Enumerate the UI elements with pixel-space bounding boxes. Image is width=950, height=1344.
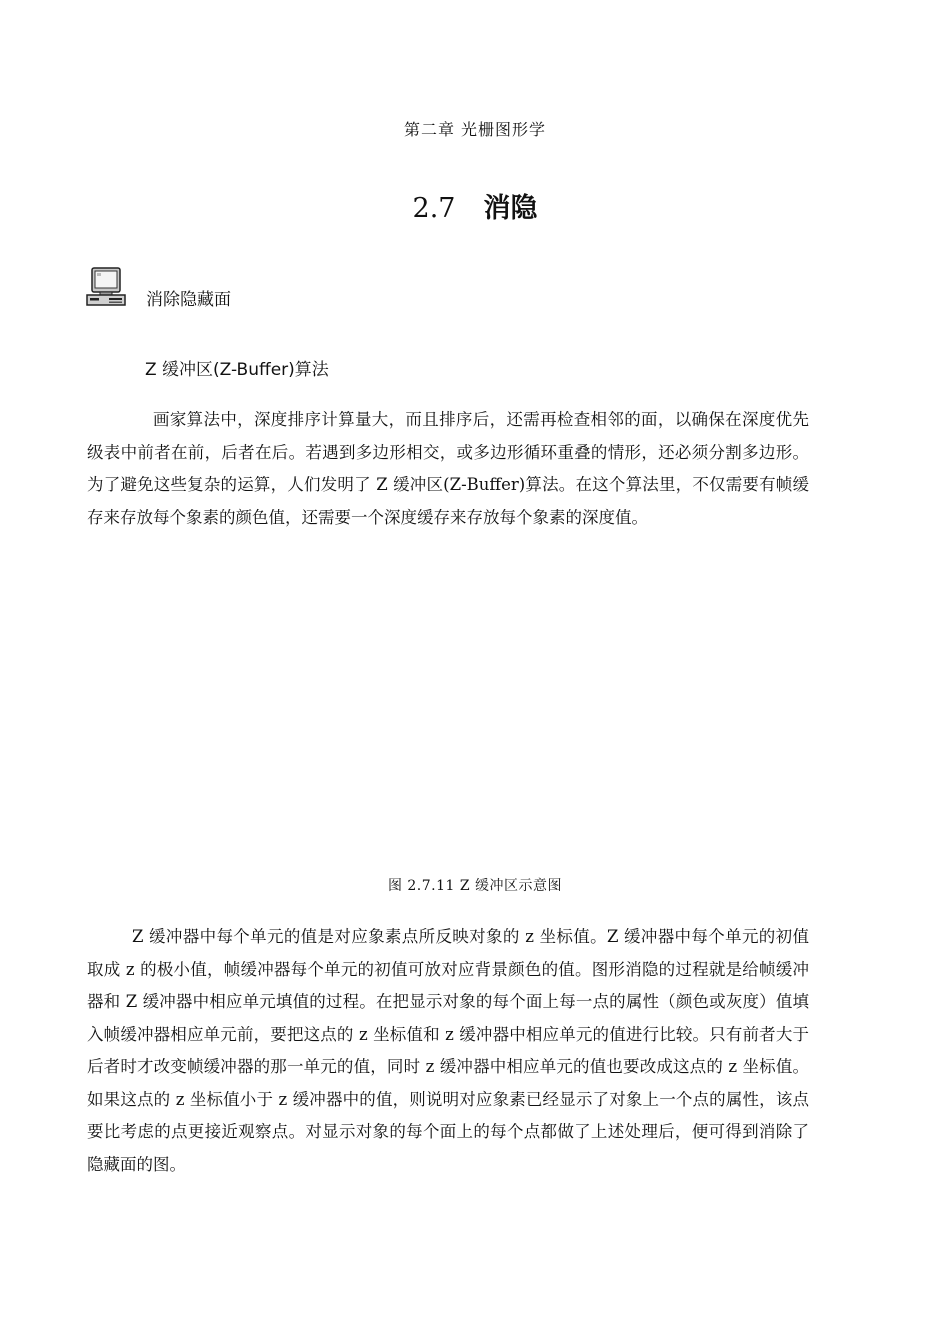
algorithm-title: Z 缓冲区(Z-Buffer)算法 <box>145 360 329 380</box>
paragraph-explanation: Z 缓冲器中每个单元的值是对应象素点所反映对象的 z 坐标值。Z 缓冲器中每个单元的初值取成 z 的极小值，帧缓冲器每个单元的初值可放对应背景颜色的值。图形消隐的过程就是给帧缓冲器和 Z 缓冲器中相应单元填值的过程。在把显示对象的每个面上每一点的属性（颜色或灰度）值填入帧缓冲器相应单元前，要把这点的 z 坐标值和 z 缓冲器中相应单元的值进行比较。只有前者大于后者时才改变帧缓冲器的那一单元的值，同时 z 缓冲器中相应单元的值也要改成这点的 z 坐标值。如果这点的 z 坐标值小于 z 缓冲器中的值，则说明对应象素已经显示了对象上一个点的属性，该点要比考虑的点更接近观察点。对显示对象的每个面上的每个点都做了上述处理后，便可得到消除了隐藏面的图。 <box>87 927 809 1174</box>
paragraph-intro: 画家算法中，深度排序计算量大，而且排序后，还需再检查相邻的面，以确保在深度优先级表中前者在前，后者在后。若遇到多边形相交，或多边形循环重叠的情形，还必须分割多边形。为了避免这些复杂的运算，人们发明了 Z 缓冲区(Z-Buffer)算法。在这个算法里，不仅需要有帧缓存来存放每个象素的颜色值，还需要一个深度缓存来存放每个象素的深度值。 <box>87 410 809 527</box>
subsection-heading <box>86 266 231 308</box>
subsection-label: 消除隐藏面 <box>146 289 231 310</box>
figure-caption: 图 2.7.11 Z 缓冲区示意图 <box>387 878 563 894</box>
section-number: 2.7 <box>412 193 456 224</box>
section-name: 消隐 <box>483 193 538 224</box>
computer-icon <box>86 267 126 307</box>
chapter-header: 第二章 光栅图形学 <box>403 120 547 139</box>
section-title <box>0 190 950 228</box>
figure-placeholder <box>87 570 809 860</box>
